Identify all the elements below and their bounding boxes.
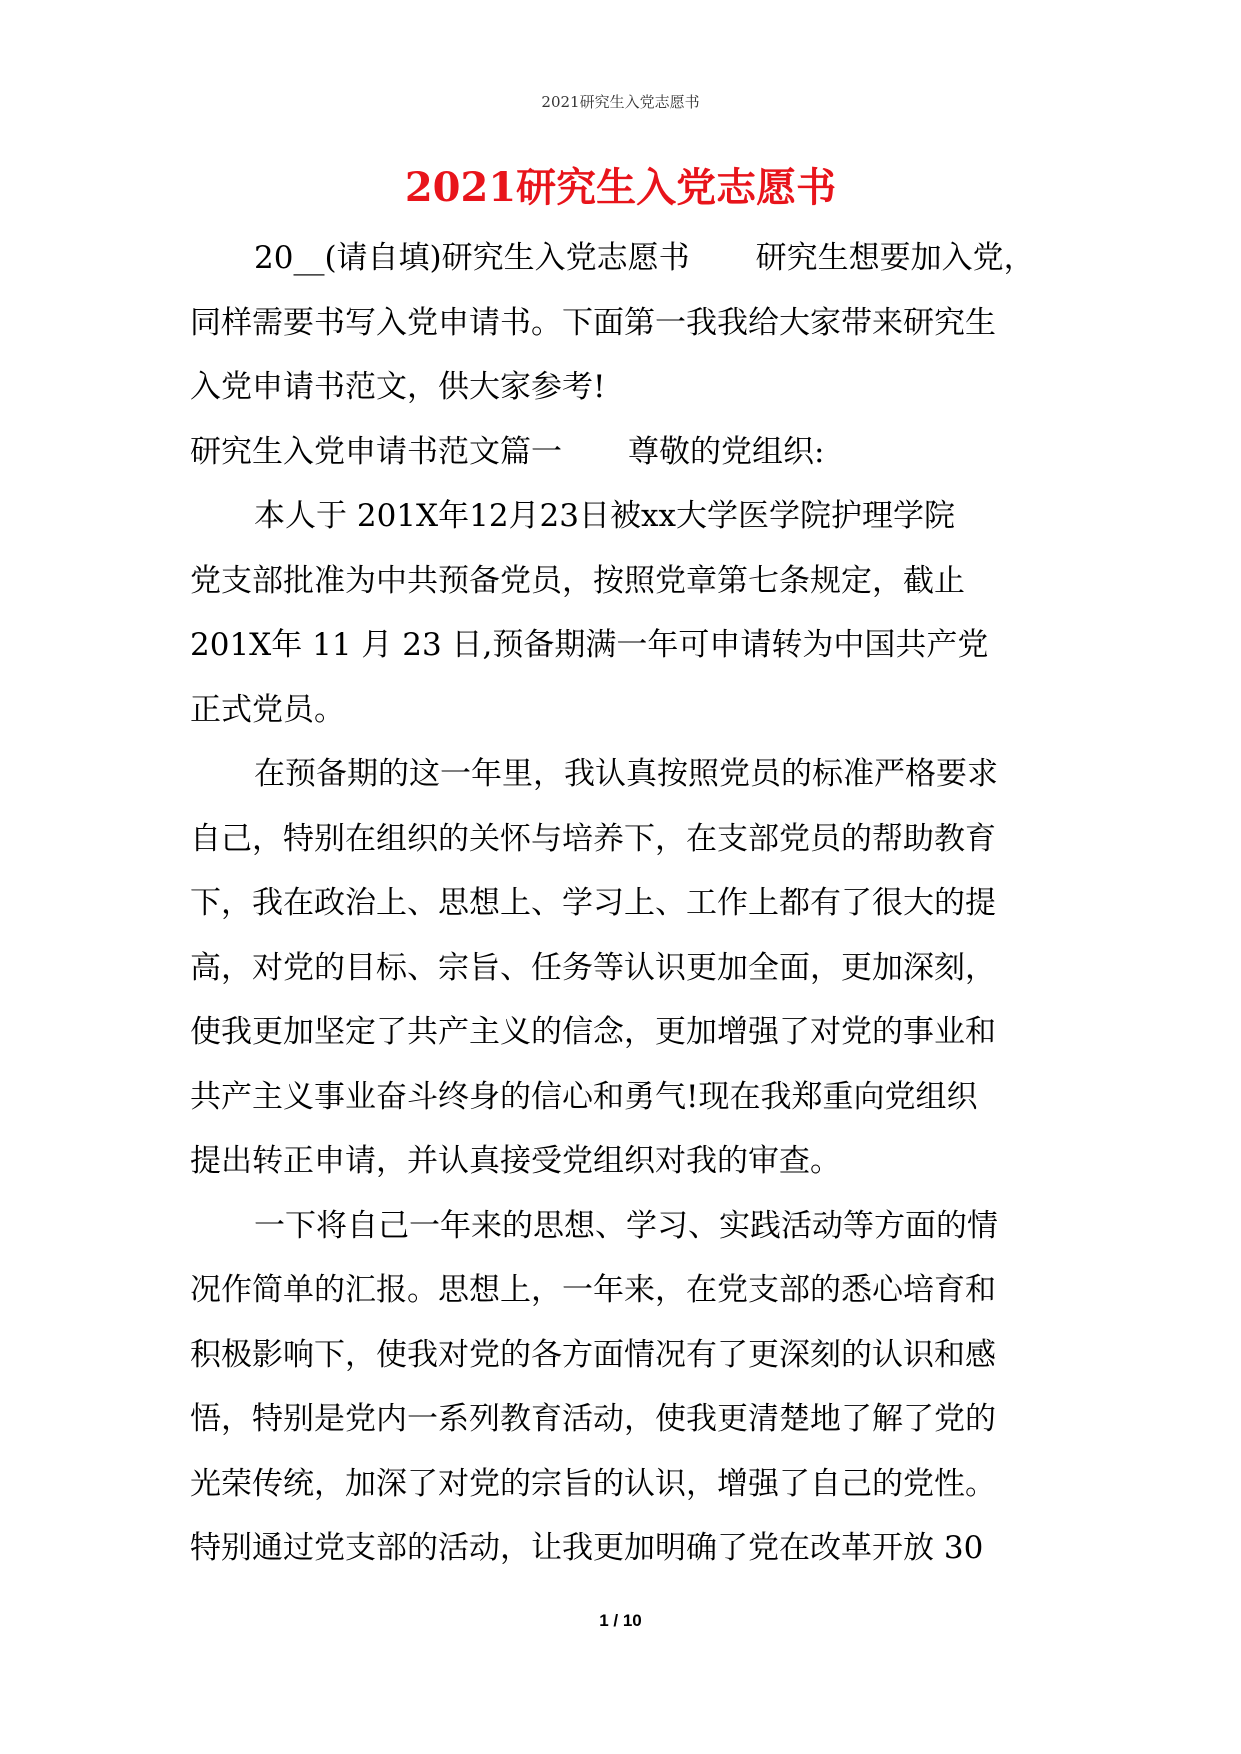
paragraph-line: 同样需要书写入党申请书。下面第一我我给大家带来研究生 [190,304,996,341]
paragraph-line [190,226,1070,291]
paragraph-line: 自己，特别在组织的关怀与培养下，在支部党员的帮助教育 [190,820,996,857]
paragraph-line: 201X年 11 月 23 日,预备期满一年可申请转为中国共产党 [190,627,989,663]
line-text: 研究生入党申请书范文篇一 [190,433,562,470]
paragraph-line: 本人于 201X年12月23日被xx大学医学院护理学院 [254,498,955,534]
paragraph-line: 特别通过党支部的活动，让我更加明确了党在改革开放 30 [190,1530,984,1566]
paragraph-line: 高，对党的目标、宗旨、任务等认识更加全面，更加深刻， [190,949,996,986]
document-title: 2021研究生入党志愿书 [404,164,837,211]
running-header: 2021研究生入党志愿书 [541,93,700,111]
paragraph-line: 使我更加坚定了共产主义的信念，更加增强了对党的事业和 [190,1014,996,1050]
paragraph-line: 党支部批准为中共预备党员，按照党章第七条规定，截止 [190,562,965,599]
paragraph-line: 一下将自己一年来的思想、学习、实践活动等方面的情 [254,1207,998,1244]
page-number: 1 / 10 [599,1611,642,1630]
paragraph-line: 悟，特别是党内一系列教育活动，使我更清楚地了解了党的 [190,1401,996,1437]
line-text: 尊敬的党组织: [628,433,825,470]
line-text: 研究生想要加入党， [755,240,1035,276]
paragraph-line [190,420,1070,485]
line-text: 20__(请自填)研究生入党志愿书 [254,240,690,276]
paragraph-line: 提出转正申请，并认真接受党组织对我的审查。 [190,1143,841,1179]
paragraph-line: 积极影响下，使我对党的各方面情况有了更深刻的认识和感 [190,1336,996,1373]
paragraph-line: 下，我在政治上、思想上、学习上、工作上都有了很大的提 [190,885,996,921]
paragraph-line: 共产主义事业奋斗终身的信心和勇气!现在我郑重向党组织 [190,1078,978,1115]
paragraph-line: 在预备期的这一年里，我认真按照党员的标准严格要求 [254,756,998,792]
paragraph-line: 光荣传统，加深了对党的宗旨的认识，增强了自己的党性。 [190,1465,996,1502]
paragraph-line: 入党申请书范文，供大家参考! [190,369,606,405]
paragraph-line: 况作简单的汇报。思想上，一年来，在党支部的悉心培育和 [190,1272,996,1308]
document-body [190,226,1070,1581]
paragraph-line: 正式党员。 [190,691,345,728]
